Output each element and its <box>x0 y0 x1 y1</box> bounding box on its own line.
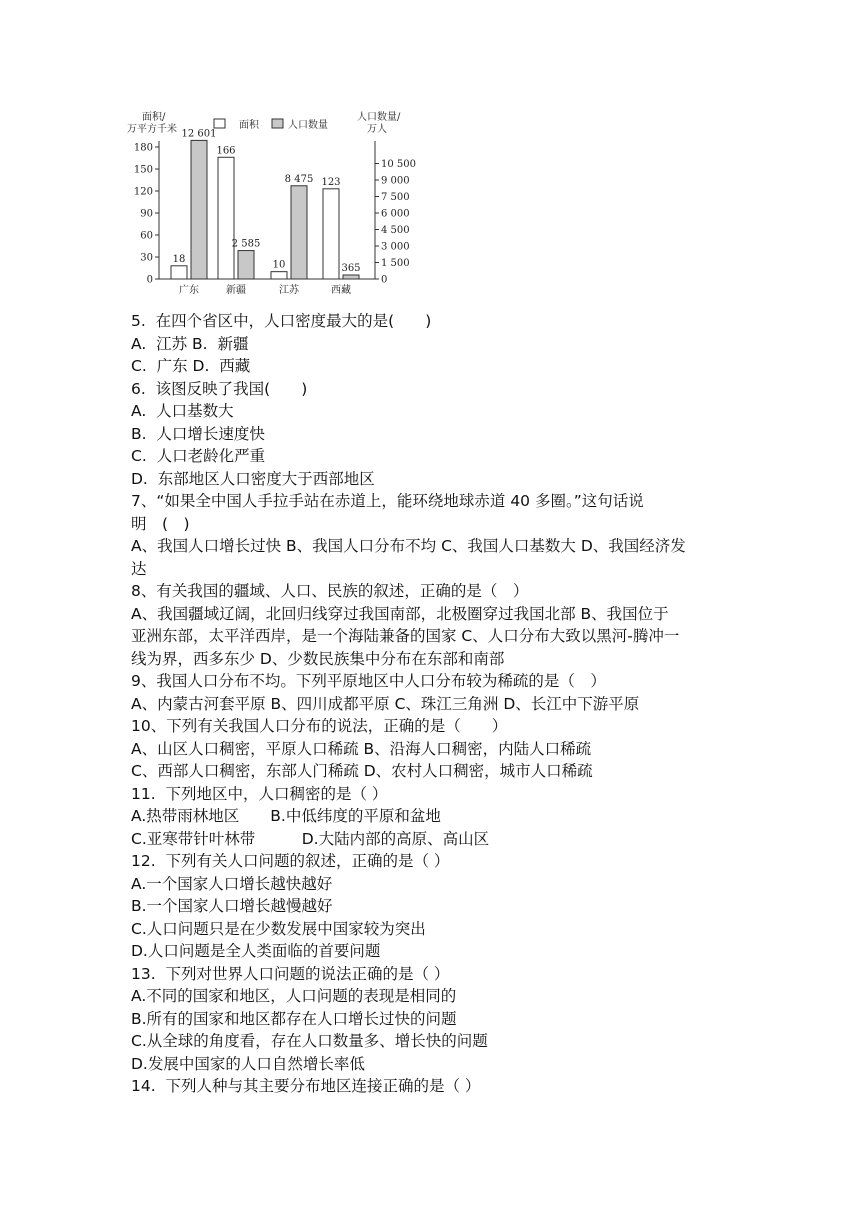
y-left-label-line1: 面积/ <box>142 112 166 123</box>
data-label-area: 123 <box>321 176 341 188</box>
legend-swatch-population <box>272 119 283 128</box>
text-line: 5. 在四个省区中，人口密度最大的是( ) <box>131 312 432 330</box>
y-right-tick-label: 10 500 <box>381 159 416 170</box>
text-line: D.发展中国家的人口自然增长率低 <box>131 1054 365 1073</box>
bar-population <box>238 251 254 279</box>
text-line: A.一个国家人口增长越快越好 <box>131 874 333 893</box>
text-line: A、内蒙古河套平原 B、四川成都平原 C、珠江三角洲 D、长江中下游平原 <box>131 694 640 713</box>
text-line: C. 广东 D. 西藏 <box>131 357 251 375</box>
legend-label-population: 人口数量 <box>288 120 328 131</box>
text-line: 明 ( ) <box>131 514 190 533</box>
text-line: 7、“如果全中国人手拉手站在赤道上，能环绕地球赤道 40 多圈。”这句话说 <box>131 492 644 510</box>
y-right-label-line2: 万人 <box>367 124 387 135</box>
text-line: 10、下列有关我国人口分布的说法，正确的是（ ） <box>131 717 508 735</box>
legend-label-area: 面积 <box>239 120 259 131</box>
bar-area <box>323 189 339 279</box>
y-left-label-line2: 万平方千米 <box>127 124 177 135</box>
x-tick-label: 江苏 <box>279 285 299 296</box>
text-line: C.亚寒带针叶林带 D.大陆内部的高原、高山区 <box>131 829 490 848</box>
data-label-area: 166 <box>216 145 236 157</box>
data-label-area: 10 <box>272 259 286 271</box>
text-line: B.一个国家人口增长越慢越好 <box>131 897 333 915</box>
text-line: D.人口问题是全人类面临的首要问题 <box>131 942 381 960</box>
text-line: 14. 下列人种与其主要分布地区连接正确的是（ ） <box>131 1077 481 1095</box>
data-label-population: 12 601 <box>181 128 217 140</box>
question-text <box>131 310 736 1098</box>
text-line: 13. 下列对世界人口问题的说法正确的是（ ） <box>131 964 450 983</box>
y-left-tick-label: 30 <box>140 252 153 264</box>
text-line: A、山区人口稠密，平原人口稀疏 B、沿海人口稠密，内陆人口稀疏 <box>131 739 592 758</box>
text-line: A、我国疆域辽阔，北回归线穿过我国南部，北极圈穿过我国北部 B、我国位于 <box>131 604 669 623</box>
x-tick-label: 新疆 <box>226 285 246 296</box>
bar-area <box>271 272 287 279</box>
text-line: 8、有关我国的疆域、人口、民族的叙述，正确的是（ ） <box>131 582 529 600</box>
text-line: 9、我国人口分布不均。下列平原地区中人口分布较为稀疏的是（ ） <box>131 672 606 690</box>
text-line: A. 江苏 B. 新疆 <box>131 334 249 353</box>
y-right-label-line1: 人口数量/ <box>357 112 401 123</box>
text-line: 亚洲东部，太平洋西岸，是一个海陆兼备的国家 C、人口分布大致以黑河-腾冲一 <box>131 627 680 645</box>
text-line: C.人口问题只是在少数发展中国家较为突出 <box>131 919 426 938</box>
text-line: 12. 下列有关人口问题的叙述，正确的是（ ） <box>131 852 450 870</box>
text-line: A.不同的国家和地区，人口问题的表现是相同的 <box>131 987 457 1005</box>
y-left-tick-label: 0 <box>146 274 153 286</box>
data-label-population: 365 <box>341 262 361 274</box>
area-population-chart <box>122 108 422 304</box>
bar-population <box>343 275 359 279</box>
text-line: A.热带雨林地区 B.中低纬度的平原和盆地 <box>131 807 441 825</box>
text-line: 达 <box>131 559 147 578</box>
y-right-tick-label: 9 000 <box>381 175 410 187</box>
bar-population <box>291 186 307 279</box>
text-line: C、西部人口稠密，东部人门稀疏 D、农村人口稠密，城市人口稀疏 <box>131 762 593 780</box>
legend-swatch-area <box>214 119 225 128</box>
y-left-tick-label: 150 <box>133 164 153 176</box>
y-right-tick-label: 7 500 <box>381 192 410 203</box>
chart-bars <box>171 128 361 279</box>
x-tick-label: 广东 <box>179 285 199 296</box>
bar-population <box>191 140 207 279</box>
bar-area <box>171 266 187 279</box>
data-label-population: 8 475 <box>284 173 314 185</box>
text-line: C. 人口老龄化严重 <box>131 447 266 465</box>
data-label-population: 2 585 <box>231 238 261 250</box>
text-line: C.从全球的角度看，存在人口数量多、增长快的问题 <box>131 1032 488 1050</box>
text-line: A. 人口基数大 <box>131 402 234 420</box>
text-line: A、我国人口增长过快 B、我国人口分布不均 C、我国人口基数大 D、我国经济发 <box>131 537 686 555</box>
bar-area <box>218 157 234 279</box>
data-label-area: 18 <box>172 253 186 265</box>
text-line: 线为界，西多东少 D、少数民族集中分布在东部和南部 <box>131 649 505 668</box>
text-line: 6. 该图反映了我国( ) <box>131 379 308 398</box>
y-right-tick-label: 4 500 <box>381 225 410 236</box>
text-line: B. 人口增长速度快 <box>131 424 265 443</box>
text-line: D. 东部地区人口密度大于西部地区 <box>131 469 375 488</box>
y-right-tick-label: 3 000 <box>381 241 410 253</box>
y-right-tick-label: 1 500 <box>381 258 410 269</box>
text-line: B.所有的国家和地区都存在人口增长过快的问题 <box>131 1009 457 1028</box>
y-left-tick-label: 120 <box>133 186 153 198</box>
chart-legend <box>214 118 328 131</box>
y-right-tick-label: 0 <box>381 274 388 286</box>
text-line: 11. 下列地区中，人口稠密的是（ ） <box>131 784 388 803</box>
y-left-tick-label: 180 <box>133 142 153 154</box>
y-right-tick-label: 6 000 <box>381 208 410 220</box>
y-left-tick-label: 90 <box>140 208 153 220</box>
y-left-tick-label: 60 <box>140 230 153 242</box>
x-tick-label: 西藏 <box>331 285 351 296</box>
